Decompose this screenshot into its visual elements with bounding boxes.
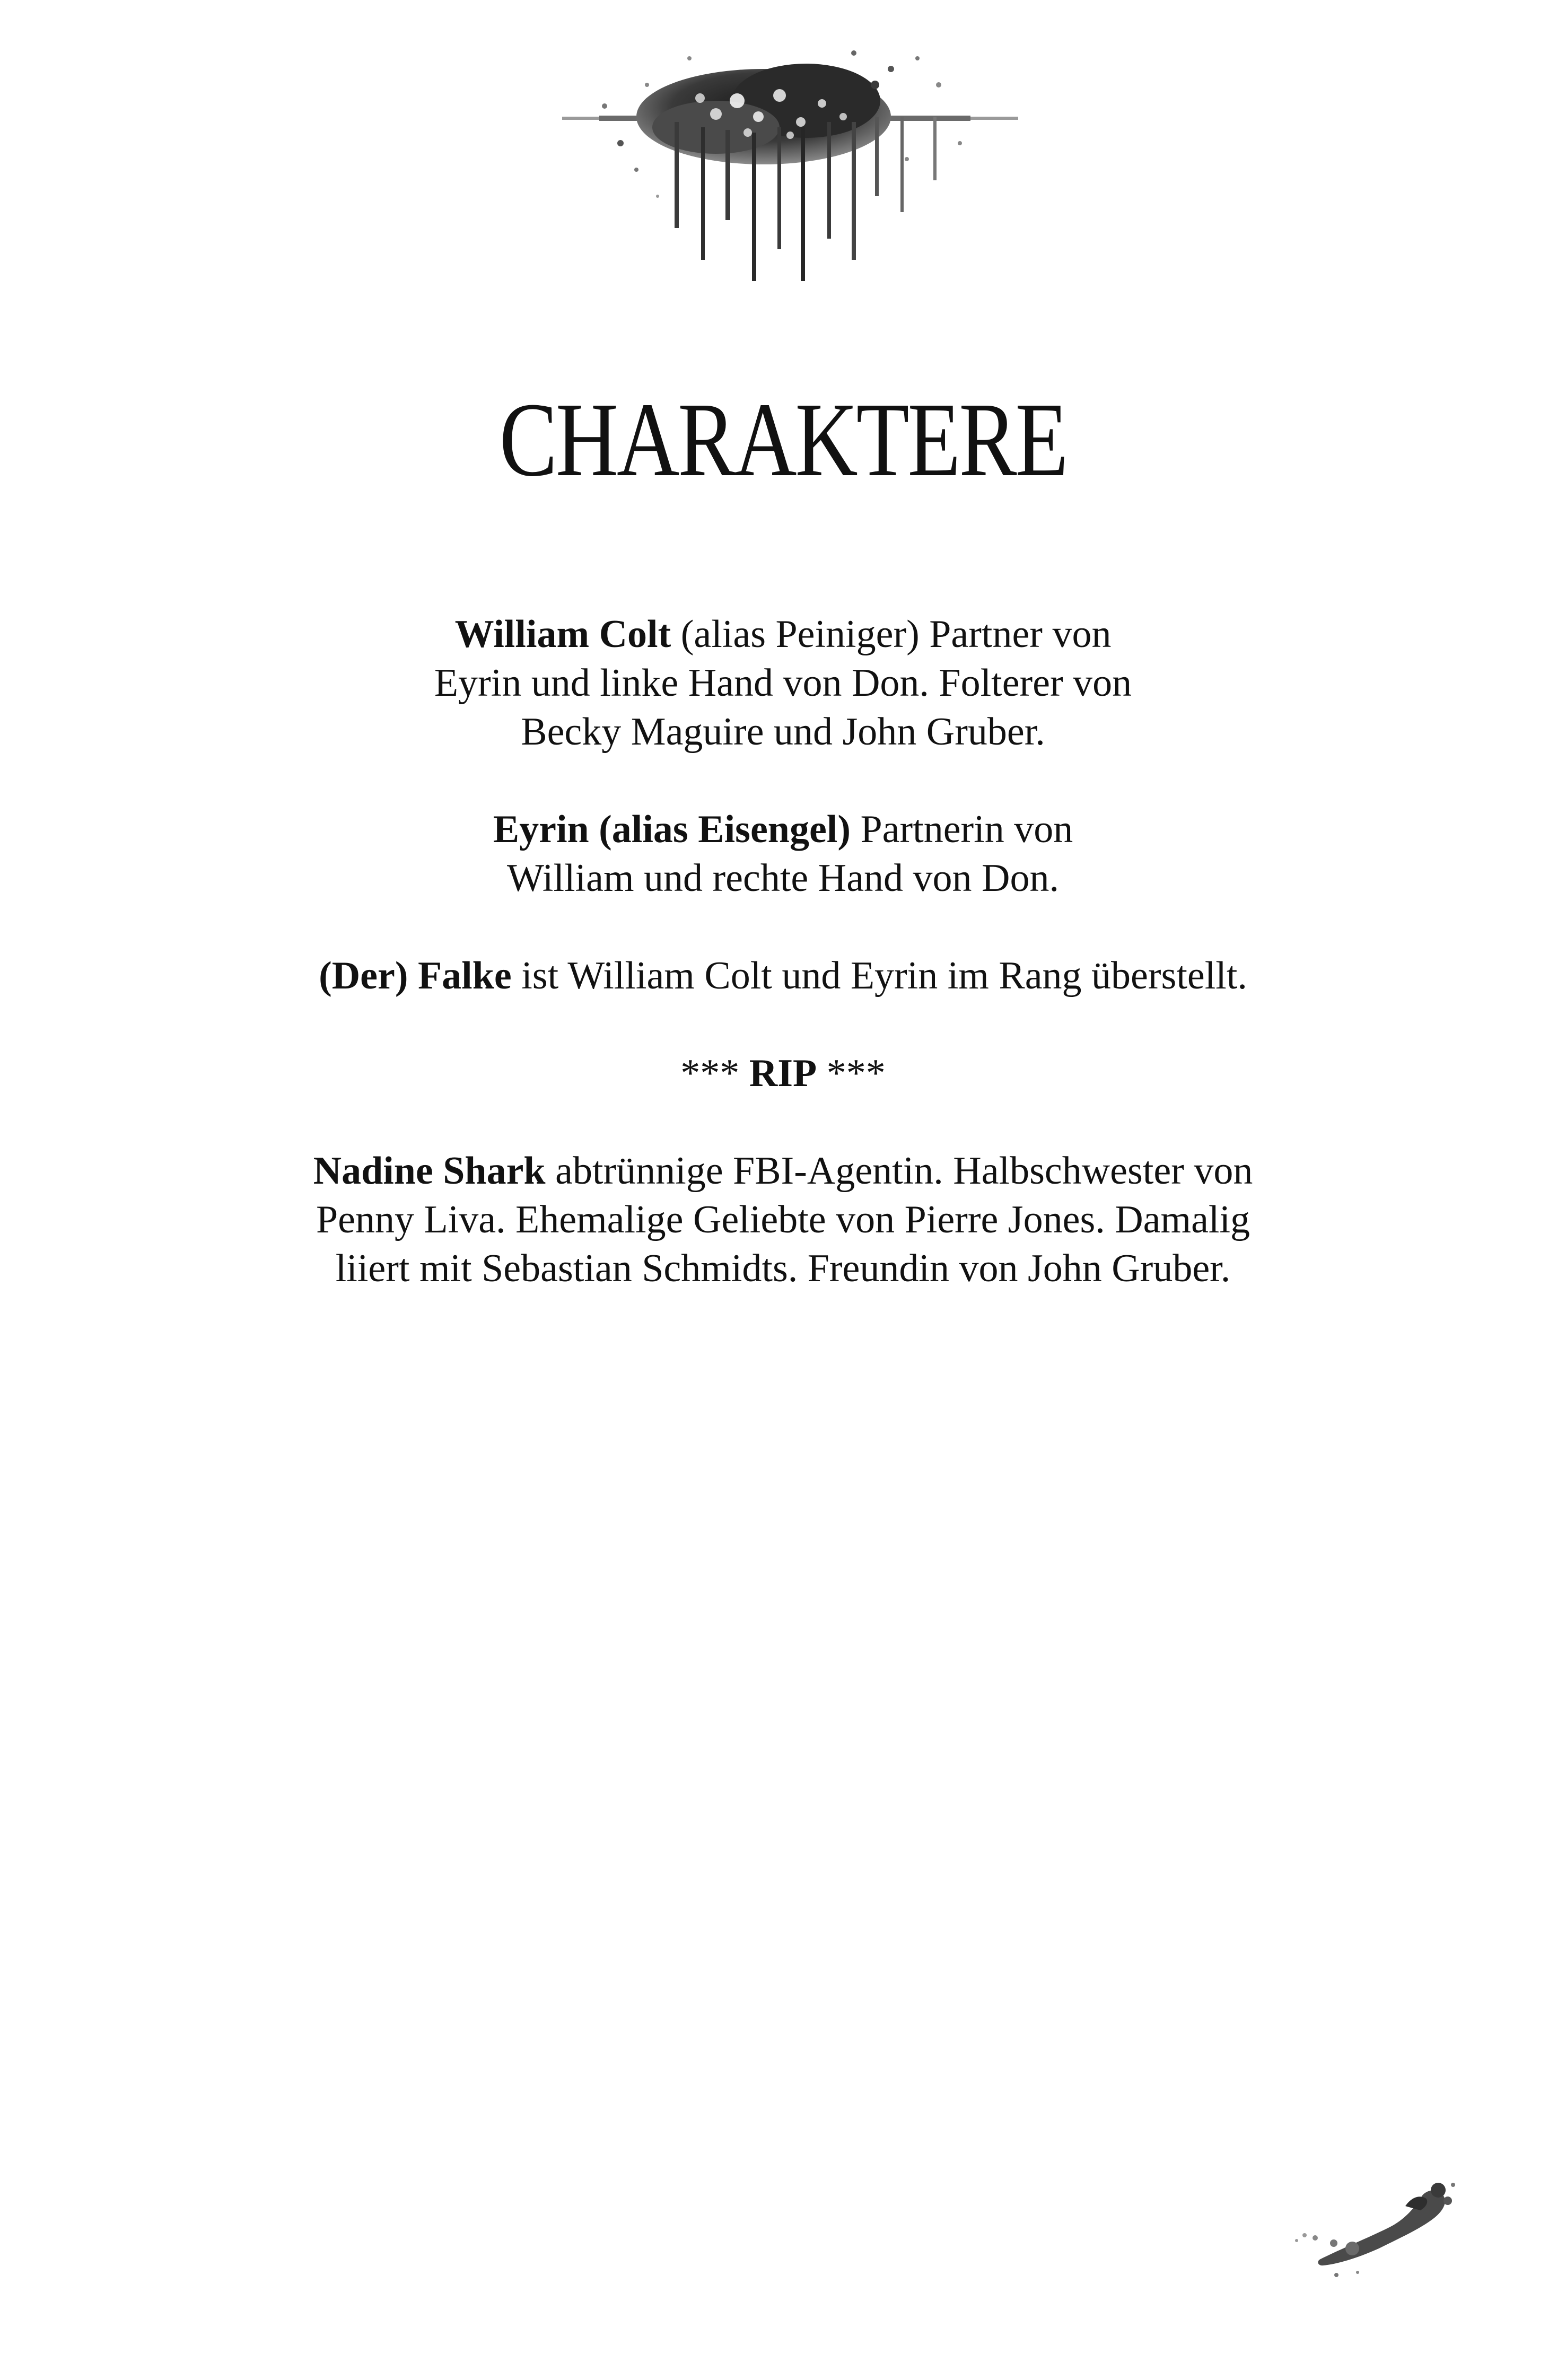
ink-splash-icon (557, 37, 1023, 281)
character-description: Penny Liva. Ehemalige Geliebte von Pierre Jones. Damalig (316, 1198, 1250, 1241)
character-description: William und rechte Hand von Don. (507, 856, 1059, 900)
character-list (202, 610, 1364, 1342)
character-description: abtrünnige FBI-Agentin. Halbschwester von (545, 1149, 1253, 1193)
character-name: Eyrin (alias Eisengel) (493, 808, 851, 851)
ink-splat-icon (1283, 2169, 1464, 2286)
character-entry-falke (202, 951, 1364, 1000)
rip-divider (202, 1049, 1364, 1098)
character-description: Becky Maguire und John Gruber. (521, 710, 1045, 754)
rip-label: RIP (749, 1052, 817, 1095)
character-name: William Colt (454, 612, 671, 656)
rip-stars-left: *** (680, 1052, 749, 1095)
character-description: Eyrin und linke Hand von Don. Folterer von (434, 661, 1132, 705)
character-entry-eyrin (202, 805, 1364, 903)
character-name: (Der) Falke (319, 954, 512, 998)
rip-stars-right: *** (817, 1052, 886, 1095)
character-description: (alias Peiniger) Partner von (671, 612, 1112, 656)
character-description: ist William Colt und Eyrin im Rang überstellt. (511, 954, 1247, 998)
character-entry-nadine-shark (202, 1147, 1364, 1293)
page-title: CHARAKTERE (499, 381, 1067, 498)
character-name: Nadine Shark (313, 1149, 546, 1193)
character-entry-william-colt (202, 610, 1364, 756)
character-description: liiert mit Sebastian Schmidts. Freundin von John Gruber. (335, 1247, 1231, 1290)
character-description: Partnerin von (851, 808, 1073, 851)
